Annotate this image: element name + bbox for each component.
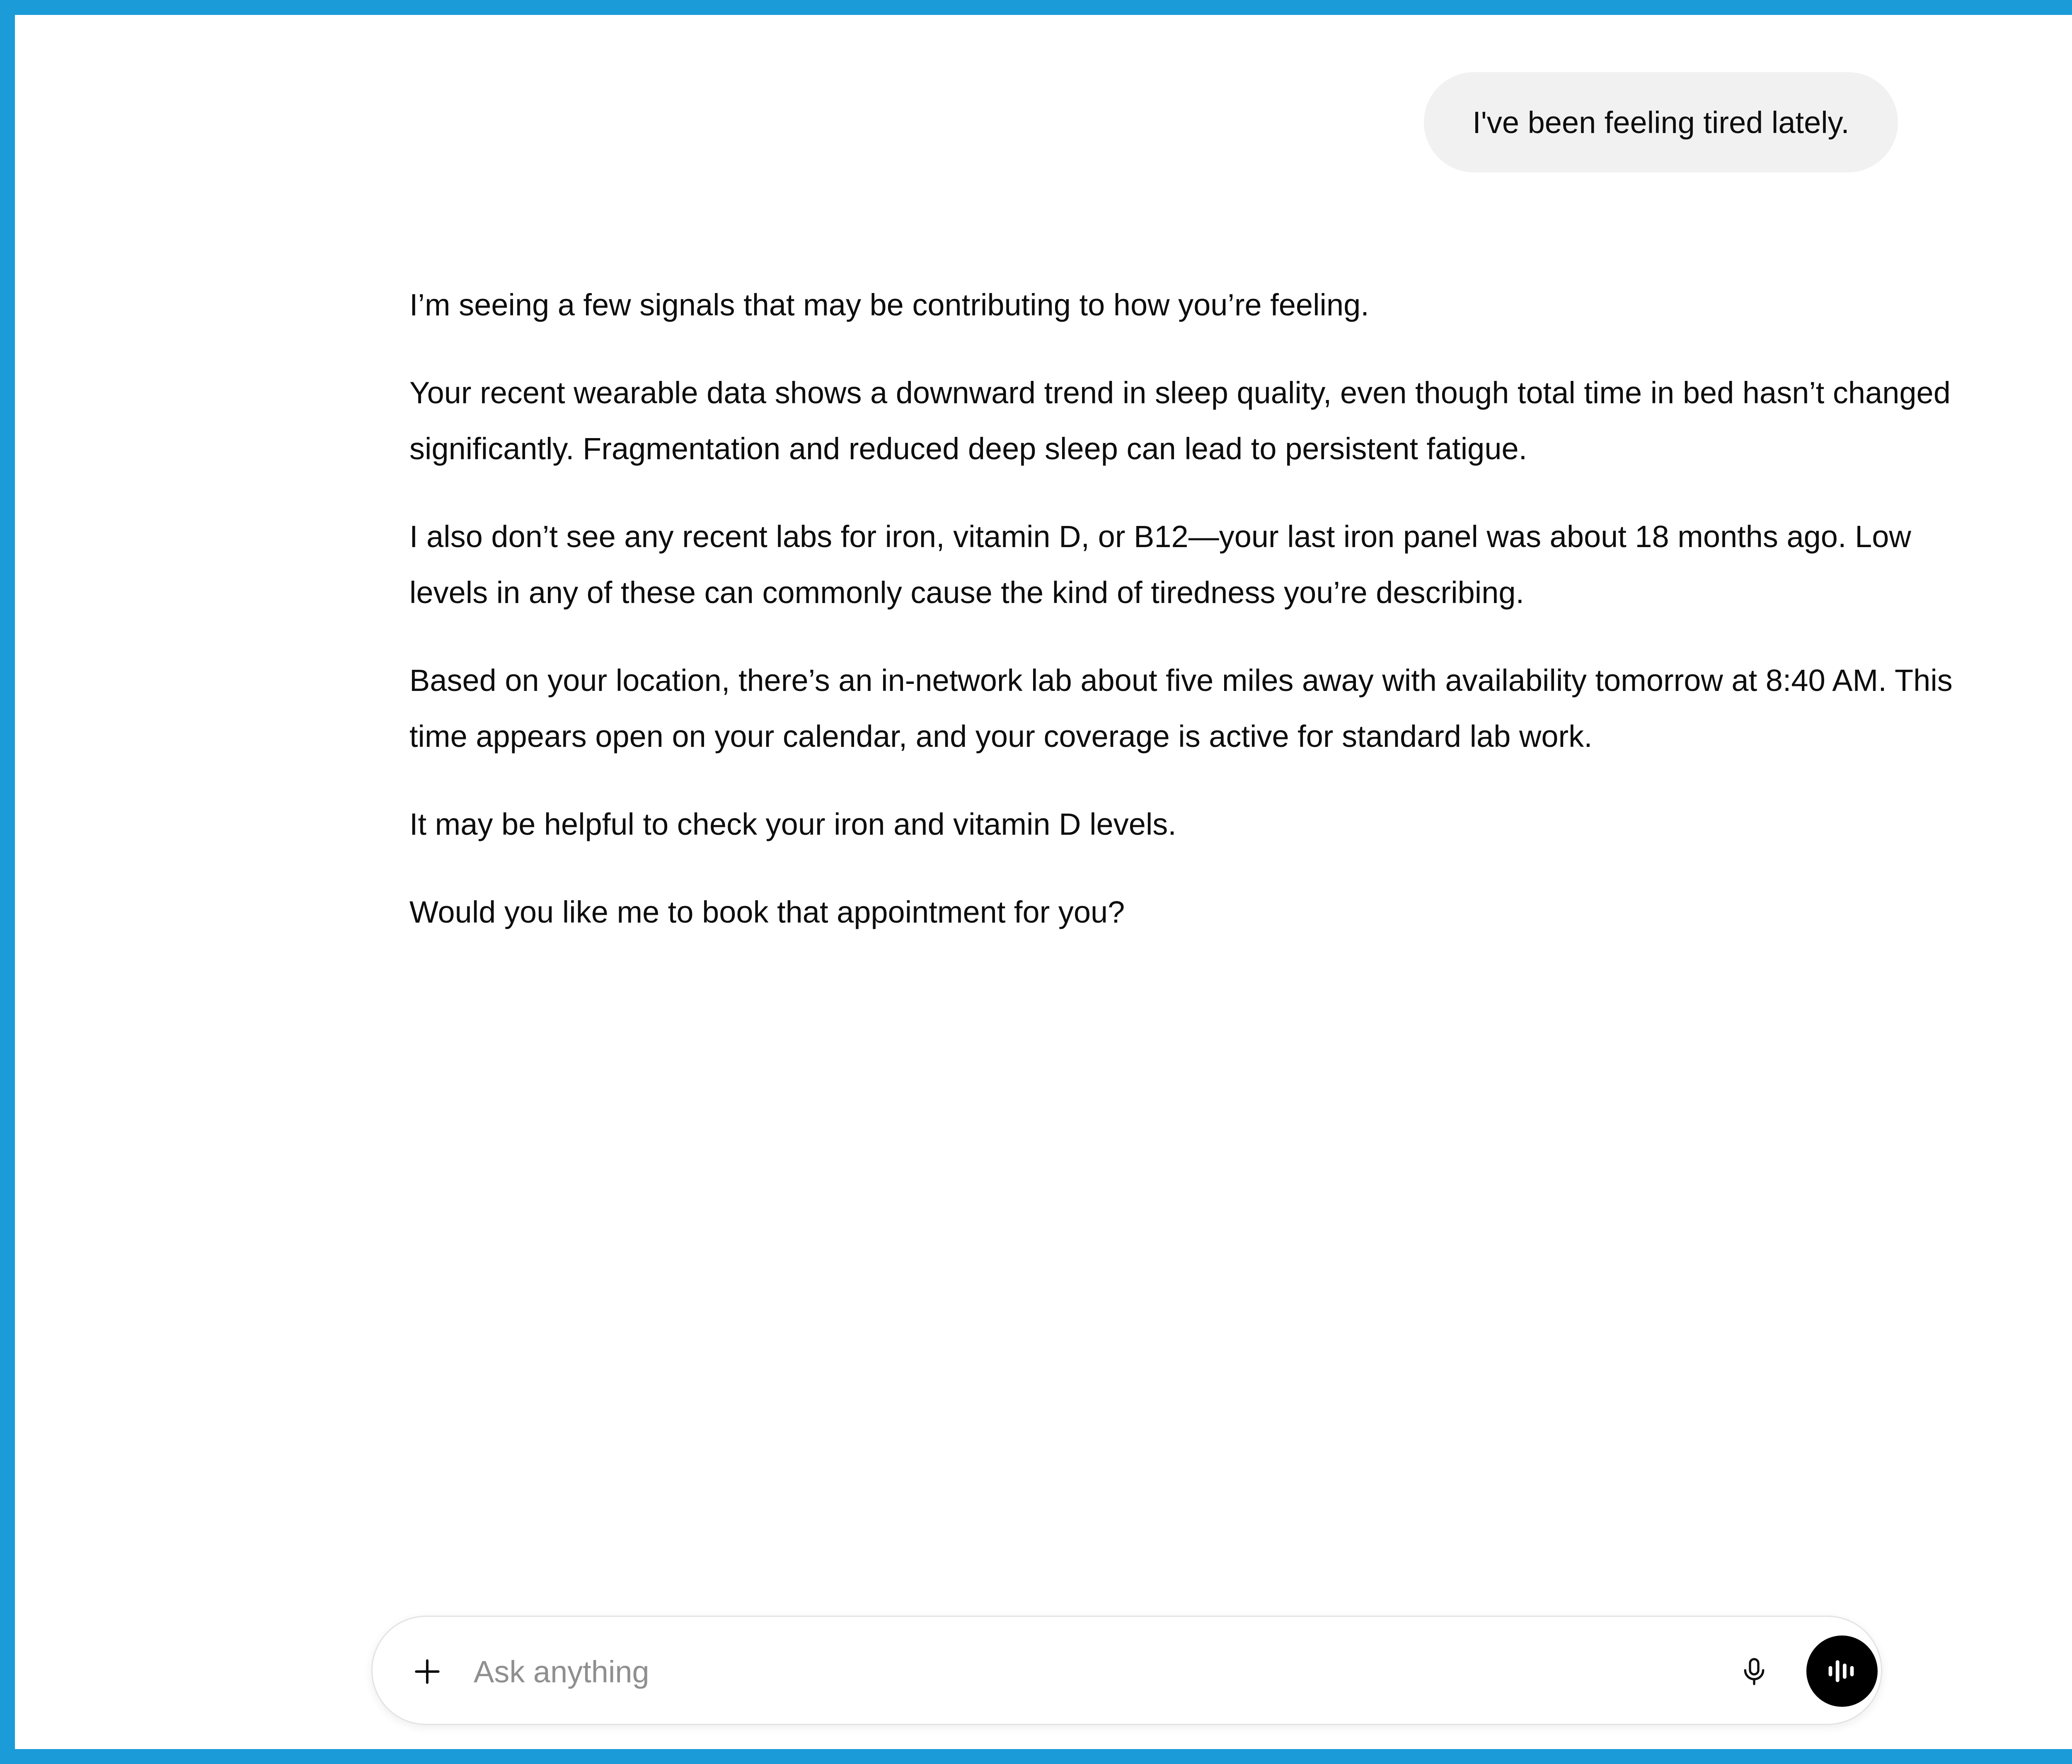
composer [371, 1616, 1882, 1725]
assistant-paragraph: It may be helpful to check your iron and vitamin D levels. [409, 807, 1176, 841]
voice-waveform-icon[interactable] [1806, 1636, 1878, 1707]
chat-window [15, 15, 2072, 1749]
user-message-bubble [1424, 72, 1898, 172]
assistant-paragraph: I’m seeing a few signals that may be contributing to how you’re feeling. [409, 288, 1369, 322]
assistant-paragraph: Would you like me to book that appointment for you? [409, 895, 1125, 929]
plus-icon[interactable] [407, 1651, 448, 1692]
user-message-text: I've been feeling tired lately. [1472, 105, 1849, 140]
microphone-icon[interactable] [1733, 1651, 1775, 1692]
chat-input[interactable] [474, 1647, 1634, 1696]
assistant-message [409, 277, 1968, 972]
assistant-paragraph: Your recent wearable data shows a downward trend in sleep quality, even though total time in bed hasn’t changed significantly. Fragmentation and reduced deep sleep can lead to persistent fatigue. [409, 376, 1951, 466]
assistant-paragraph: I also don’t see any recent labs for iron, vitamin D, or B12—your last iron panel was about 18 months ago. Low levels in any of these can commonly cause the kind of tiredness you’re describing. [409, 519, 1911, 610]
assistant-paragraph: Based on your location, there’s an in-network lab about five miles away with availability tomorrow at 8:40 AM. This time appears open on your calendar, and your coverage is active for standard lab work. [409, 663, 1953, 754]
